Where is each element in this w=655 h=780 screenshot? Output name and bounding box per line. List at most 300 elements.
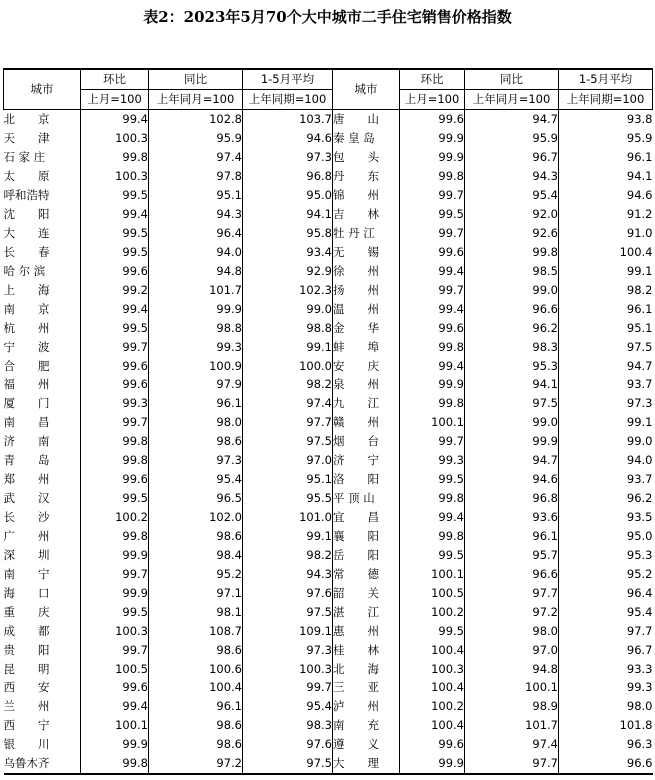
- avg-cell: 94.1: [559, 167, 653, 186]
- yoy-cell: 98.6: [149, 716, 243, 735]
- city-cell: 成 都: [3, 623, 50, 638]
- city-cell: 哈 尔 滨: [3, 263, 46, 278]
- price-index-table: [3, 68, 653, 775]
- mom-cell: 99.9: [81, 583, 149, 602]
- mom-cell: 99.6: [81, 470, 149, 489]
- table-row: [4, 432, 653, 451]
- city-cell: 太 原: [3, 169, 50, 184]
- avg-cell: 97.0: [243, 451, 333, 470]
- mom-cell: 99.9: [81, 735, 149, 754]
- avg-cell: 99.7: [243, 678, 333, 697]
- avg-cell: 94.6: [559, 186, 653, 205]
- yoy-cell: 96.6: [465, 564, 559, 583]
- mom-column-header: 环比: [81, 69, 149, 89]
- table-row: [4, 337, 653, 356]
- table-row: [4, 356, 653, 375]
- table-row: [4, 697, 653, 716]
- mom-cell: 99.5: [81, 224, 149, 243]
- avg-cell: 100.3: [243, 659, 333, 678]
- avg-cell: 103.7: [243, 109, 333, 128]
- city-cell: 襄 阳: [333, 527, 400, 546]
- avg-cell: 96.1: [559, 148, 653, 167]
- avg-cell: 93.3: [559, 659, 653, 678]
- avg-cell: 97.6: [243, 583, 333, 602]
- table-row: [4, 242, 653, 261]
- mom-cell: 99.5: [400, 470, 465, 489]
- avg-cell: 94.6: [243, 129, 333, 148]
- avg-cell: 97.7: [243, 413, 333, 432]
- city-cell: 济 宁: [333, 451, 400, 470]
- city-cell: 平 顶 山: [333, 489, 400, 508]
- mom-cell: 99.8: [400, 489, 465, 508]
- avg-cell: 99.1: [243, 337, 333, 356]
- avg-cell: 101.0: [243, 508, 333, 527]
- yoy-cell: 95.9: [149, 129, 243, 148]
- yoy-cell: 96.1: [149, 697, 243, 716]
- city-cell: 湛 江: [333, 602, 400, 621]
- table-row: [4, 470, 653, 489]
- yoy-cell: 100.4: [149, 678, 243, 697]
- table-row: [4, 735, 653, 754]
- yoy-cell: 96.8: [465, 489, 559, 508]
- city-cell: 海 口: [3, 585, 50, 600]
- city-cell: 岳 阳: [333, 545, 400, 564]
- avg-cell: 99.0: [559, 432, 653, 451]
- mom-cell: 99.8: [81, 148, 149, 167]
- table-row: [4, 129, 653, 148]
- city-cell: 泉 州: [333, 375, 400, 394]
- table-row: [4, 451, 653, 470]
- avg-cell: 91.0: [559, 224, 653, 243]
- mom-base-header: 上月=100: [400, 89, 465, 109]
- city-column-header: 城市: [333, 69, 400, 109]
- mom-cell: 99.7: [81, 564, 149, 583]
- yoy-cell: 96.5: [149, 489, 243, 508]
- city-cell: 丹 东: [333, 167, 400, 186]
- city-cell: 银 川: [3, 737, 50, 752]
- mom-cell: 99.8: [400, 167, 465, 186]
- avg-cell: 92.9: [243, 261, 333, 280]
- city-cell: 重 庆: [3, 604, 50, 619]
- city-cell: 贵 阳: [3, 642, 50, 657]
- city-cell: 韶 关: [333, 583, 400, 602]
- table-row: [4, 413, 653, 432]
- mom-cell: 100.3: [400, 659, 465, 678]
- mom-cell: 99.8: [400, 337, 465, 356]
- city-column-header: 城市: [4, 69, 81, 109]
- yoy-cell: 98.3: [465, 337, 559, 356]
- avg-column-header: 1-5月平均: [243, 69, 333, 89]
- mom-cell: 99.8: [81, 754, 149, 774]
- table-row: [4, 167, 653, 186]
- yoy-cell: 92.0: [465, 205, 559, 224]
- avg-cell: 93.7: [559, 470, 653, 489]
- yoy-cell: 98.8: [149, 318, 243, 337]
- table-row: [4, 602, 653, 621]
- page-title: 表2：2023年5月70个大中城市二手住宅销售价格指数: [143, 8, 512, 26]
- mom-cell: 99.5: [81, 489, 149, 508]
- yoy-cell: 102.8: [149, 109, 243, 128]
- avg-cell: 97.5: [243, 432, 333, 451]
- city-cell: 唐 山: [333, 109, 400, 128]
- table-row: [4, 678, 653, 697]
- mom-cell: 100.1: [400, 564, 465, 583]
- avg-cell: 95.9: [559, 129, 653, 148]
- mom-cell: 99.4: [81, 109, 149, 128]
- yoy-cell: 98.6: [149, 640, 243, 659]
- mom-cell: 99.7: [81, 640, 149, 659]
- avg-cell: 99.1: [559, 413, 653, 432]
- mom-cell: 99.9: [400, 375, 465, 394]
- avg-cell: 97.3: [559, 394, 653, 413]
- avg-cell: 98.2: [559, 280, 653, 299]
- yoy-column-header: 同比: [149, 69, 243, 89]
- city-cell: 无 锡: [333, 242, 400, 261]
- city-cell: 吉 林: [333, 205, 400, 224]
- city-cell: 蚌 埠: [333, 337, 400, 356]
- city-cell: 三 亚: [333, 678, 400, 697]
- city-cell: 郑 州: [3, 472, 50, 487]
- city-cell: 锦 州: [333, 186, 400, 205]
- mom-cell: 99.7: [81, 413, 149, 432]
- table-row: [4, 621, 653, 640]
- yoy-cell: 100.9: [149, 356, 243, 375]
- yoy-cell: 108.7: [149, 621, 243, 640]
- yoy-cell: 98.1: [149, 602, 243, 621]
- yoy-cell: 97.9: [149, 375, 243, 394]
- mom-cell: 99.3: [400, 451, 465, 470]
- avg-cell: 97.3: [243, 640, 333, 659]
- city-cell: 兰 州: [3, 699, 50, 714]
- yoy-cell: 101.7: [149, 280, 243, 299]
- avg-cell: 94.1: [243, 205, 333, 224]
- mom-cell: 99.6: [81, 375, 149, 394]
- mom-cell: 99.2: [81, 280, 149, 299]
- yoy-cell: 99.0: [465, 413, 559, 432]
- yoy-cell: 96.7: [465, 148, 559, 167]
- yoy-cell: 97.7: [465, 583, 559, 602]
- yoy-cell: 99.8: [465, 242, 559, 261]
- avg-cell: 93.8: [559, 109, 653, 128]
- city-cell: 沈 阳: [3, 207, 50, 222]
- avg-cell: 93.7: [559, 375, 653, 394]
- city-cell: 呼和浩特: [3, 188, 50, 203]
- mom-cell: 99.5: [81, 602, 149, 621]
- table-row: [4, 148, 653, 167]
- mom-base-header: 上月=100: [81, 89, 149, 109]
- city-cell: 大 理: [333, 754, 400, 774]
- avg-cell: 97.6: [243, 735, 333, 754]
- avg-cell: 97.5: [559, 337, 653, 356]
- yoy-cell: 100.1: [465, 678, 559, 697]
- city-cell: 宜 昌: [333, 508, 400, 527]
- mom-cell: 99.6: [81, 261, 149, 280]
- avg-cell: 97.4: [243, 394, 333, 413]
- city-cell: 温 州: [333, 299, 400, 318]
- yoy-cell: 95.9: [465, 129, 559, 148]
- yoy-cell: 98.6: [149, 527, 243, 546]
- city-cell: 天 津: [3, 131, 50, 146]
- mom-cell: 100.2: [400, 697, 465, 716]
- mom-cell: 99.5: [400, 545, 465, 564]
- city-cell: 上 海: [3, 282, 50, 297]
- mom-cell: 99.8: [81, 432, 149, 451]
- yoy-cell: 97.3: [149, 451, 243, 470]
- city-cell: 广 州: [3, 528, 50, 543]
- mom-cell: 99.7: [400, 280, 465, 299]
- avg-cell: 95.0: [243, 186, 333, 205]
- mom-cell: 100.3: [81, 621, 149, 640]
- city-cell: 牡 丹 江: [333, 224, 400, 243]
- city-cell: 南 宁: [3, 566, 50, 581]
- mom-cell: 99.4: [81, 299, 149, 318]
- city-cell: 南 充: [333, 716, 400, 735]
- city-cell: 北 京: [3, 112, 50, 127]
- city-cell: 青 岛: [3, 453, 50, 468]
- table-row: [4, 754, 653, 774]
- mom-cell: 99.6: [400, 318, 465, 337]
- avg-cell: 95.0: [559, 527, 653, 546]
- mom-cell: 100.4: [400, 640, 465, 659]
- yoy-cell: 95.1: [149, 186, 243, 205]
- city-cell: 石 家 庄: [3, 150, 46, 165]
- mom-cell: 99.5: [81, 242, 149, 261]
- mom-cell: 100.1: [400, 413, 465, 432]
- mom-cell: 99.8: [81, 451, 149, 470]
- table-row: [4, 716, 653, 735]
- city-cell: 昆 明: [3, 661, 50, 676]
- city-cell: 扬 州: [333, 280, 400, 299]
- avg-cell: 93.5: [559, 508, 653, 527]
- city-cell: 金 华: [333, 318, 400, 337]
- table-row: [4, 261, 653, 280]
- table-row: [4, 186, 653, 205]
- avg-base-header: 上年同期=100: [243, 89, 333, 109]
- yoy-cell: 94.3: [149, 205, 243, 224]
- city-cell: 长 春: [3, 244, 50, 259]
- city-cell: 福 州: [3, 377, 50, 392]
- mom-cell: 99.6: [81, 678, 149, 697]
- mom-cell: 99.5: [81, 318, 149, 337]
- avg-cell: 98.8: [243, 318, 333, 337]
- mom-cell: 100.3: [81, 167, 149, 186]
- city-cell: 烟 台: [333, 432, 400, 451]
- mom-cell: 99.4: [400, 508, 465, 527]
- yoy-cell: 94.8: [465, 659, 559, 678]
- mom-cell: 99.5: [81, 186, 149, 205]
- avg-cell: 97.5: [243, 754, 333, 774]
- table-row: [4, 564, 653, 583]
- city-cell: 合 肥: [3, 358, 50, 373]
- avg-cell: 94.0: [559, 451, 653, 470]
- city-cell: 徐 州: [333, 261, 400, 280]
- table-row: [4, 299, 653, 318]
- mom-cell: 100.1: [81, 716, 149, 735]
- mom-cell: 99.5: [400, 205, 465, 224]
- avg-cell: 95.8: [243, 224, 333, 243]
- avg-cell: 95.1: [243, 470, 333, 489]
- city-cell: 西 安: [3, 680, 50, 695]
- table-row: [4, 527, 653, 546]
- avg-cell: 96.2: [559, 489, 653, 508]
- table-row: [4, 583, 653, 602]
- city-cell: 秦 皇 岛: [333, 129, 400, 148]
- avg-cell: 97.7: [559, 621, 653, 640]
- mom-cell: 99.5: [400, 621, 465, 640]
- yoy-cell: 98.6: [149, 735, 243, 754]
- table-row: [4, 508, 653, 527]
- table-row: [4, 375, 653, 394]
- yoy-cell: 95.3: [465, 356, 559, 375]
- yoy-cell: 99.0: [465, 280, 559, 299]
- table-body: [4, 109, 653, 773]
- avg-cell: 95.3: [559, 545, 653, 564]
- avg-cell: 98.2: [243, 375, 333, 394]
- yoy-cell: 98.0: [465, 621, 559, 640]
- yoy-cell: 98.4: [149, 545, 243, 564]
- table-row: [4, 640, 653, 659]
- city-cell: 泸 州: [333, 697, 400, 716]
- yoy-cell: 101.7: [465, 716, 559, 735]
- yoy-cell: 98.5: [465, 261, 559, 280]
- table-row: [4, 394, 653, 413]
- mom-cell: 100.5: [81, 659, 149, 678]
- avg-cell: 109.1: [243, 621, 333, 640]
- table-row: [4, 224, 653, 243]
- avg-cell: 95.4: [243, 697, 333, 716]
- table-row: [4, 659, 653, 678]
- yoy-cell: 93.6: [465, 508, 559, 527]
- mom-cell: 99.4: [81, 697, 149, 716]
- avg-cell: 98.3: [243, 716, 333, 735]
- city-cell: 南 京: [3, 301, 50, 316]
- avg-cell: 93.4: [243, 242, 333, 261]
- yoy-cell: 99.9: [465, 432, 559, 451]
- yoy-cell: 99.3: [149, 337, 243, 356]
- avg-base-header: 上年同期=100: [559, 89, 653, 109]
- city-cell: 安 庆: [333, 356, 400, 375]
- mom-cell: 99.9: [400, 148, 465, 167]
- yoy-cell: 97.7: [465, 754, 559, 774]
- yoy-cell: 95.7: [465, 545, 559, 564]
- mom-cell: 99.8: [400, 527, 465, 546]
- avg-cell: 100.4: [559, 242, 653, 261]
- yoy-cell: 95.4: [149, 470, 243, 489]
- city-cell: 惠 州: [333, 621, 400, 640]
- mom-cell: 100.4: [400, 678, 465, 697]
- yoy-cell: 97.4: [149, 148, 243, 167]
- city-cell: 九 江: [333, 394, 400, 413]
- avg-cell: 96.7: [559, 640, 653, 659]
- city-cell: 厦 门: [3, 396, 50, 411]
- city-cell: 济 南: [3, 434, 50, 449]
- yoy-cell: 95.4: [465, 186, 559, 205]
- avg-cell: 99.3: [559, 678, 653, 697]
- mom-cell: 99.8: [81, 527, 149, 546]
- yoy-cell: 94.7: [465, 451, 559, 470]
- yoy-cell: 96.1: [465, 527, 559, 546]
- avg-cell: 95.1: [559, 318, 653, 337]
- yoy-cell: 94.1: [465, 375, 559, 394]
- avg-cell: 96.8: [243, 167, 333, 186]
- mom-cell: 99.4: [81, 205, 149, 224]
- table-row: [4, 545, 653, 564]
- avg-cell: 101.8: [559, 716, 653, 735]
- avg-cell: 94.7: [559, 356, 653, 375]
- avg-cell: 98.0: [559, 697, 653, 716]
- yoy-cell: 97.1: [149, 583, 243, 602]
- avg-cell: 94.3: [243, 564, 333, 583]
- yoy-cell: 100.6: [149, 659, 243, 678]
- city-cell: 大 连: [3, 225, 50, 240]
- yoy-cell: 97.4: [465, 735, 559, 754]
- avg-cell: 98.2: [243, 545, 333, 564]
- mom-cell: 99.6: [400, 735, 465, 754]
- yoy-cell: 97.5: [465, 394, 559, 413]
- yoy-cell: 94.7: [465, 109, 559, 128]
- mom-cell: 99.9: [81, 545, 149, 564]
- yoy-cell: 92.6: [465, 224, 559, 243]
- table-row: [4, 205, 653, 224]
- avg-cell: 99.1: [243, 527, 333, 546]
- city-cell: 宁 波: [3, 339, 50, 354]
- table-row: [4, 489, 653, 508]
- mom-cell: 99.6: [400, 109, 465, 128]
- mom-column-header: 环比: [400, 69, 465, 89]
- avg-cell: 100.0: [243, 356, 333, 375]
- yoy-cell: 96.1: [149, 394, 243, 413]
- city-cell: 长 沙: [3, 510, 50, 525]
- city-cell: 南 昌: [3, 415, 50, 430]
- yoy-cell: 102.0: [149, 508, 243, 527]
- yoy-cell: 98.0: [149, 413, 243, 432]
- mom-cell: 100.2: [400, 602, 465, 621]
- avg-cell: 96.1: [559, 299, 653, 318]
- mom-cell: 100.2: [81, 508, 149, 527]
- yoy-base-header: 上年同月=100: [465, 89, 559, 109]
- mom-cell: 99.7: [400, 224, 465, 243]
- city-cell: 深 圳: [3, 547, 50, 562]
- yoy-cell: 96.2: [465, 318, 559, 337]
- mom-cell: 100.5: [400, 583, 465, 602]
- yoy-cell: 96.4: [149, 224, 243, 243]
- city-cell: 乌鲁木齐: [4, 754, 81, 774]
- avg-cell: 95.5: [243, 489, 333, 508]
- avg-cell: 102.3: [243, 280, 333, 299]
- table-row: [4, 318, 653, 337]
- yoy-cell: 95.2: [149, 564, 243, 583]
- city-cell: 西 宁: [3, 718, 50, 733]
- yoy-cell: 97.2: [465, 602, 559, 621]
- avg-cell: 96.3: [559, 735, 653, 754]
- table-row: [4, 280, 653, 299]
- avg-cell: 97.5: [243, 602, 333, 621]
- yoy-cell: 97.8: [149, 167, 243, 186]
- city-cell: 武 汉: [3, 491, 50, 506]
- city-cell: 赣 州: [333, 413, 400, 432]
- mom-cell: 99.7: [81, 337, 149, 356]
- mom-cell: 99.9: [400, 129, 465, 148]
- yoy-cell: 98.6: [149, 432, 243, 451]
- mom-cell: 99.4: [400, 299, 465, 318]
- avg-cell: 91.2: [559, 205, 653, 224]
- yoy-cell: 99.9: [149, 299, 243, 318]
- city-cell: 洛 阳: [333, 470, 400, 489]
- city-cell: 杭 州: [3, 320, 50, 335]
- yoy-cell: 97.0: [465, 640, 559, 659]
- mom-cell: 99.6: [81, 356, 149, 375]
- mom-cell: 99.3: [81, 394, 149, 413]
